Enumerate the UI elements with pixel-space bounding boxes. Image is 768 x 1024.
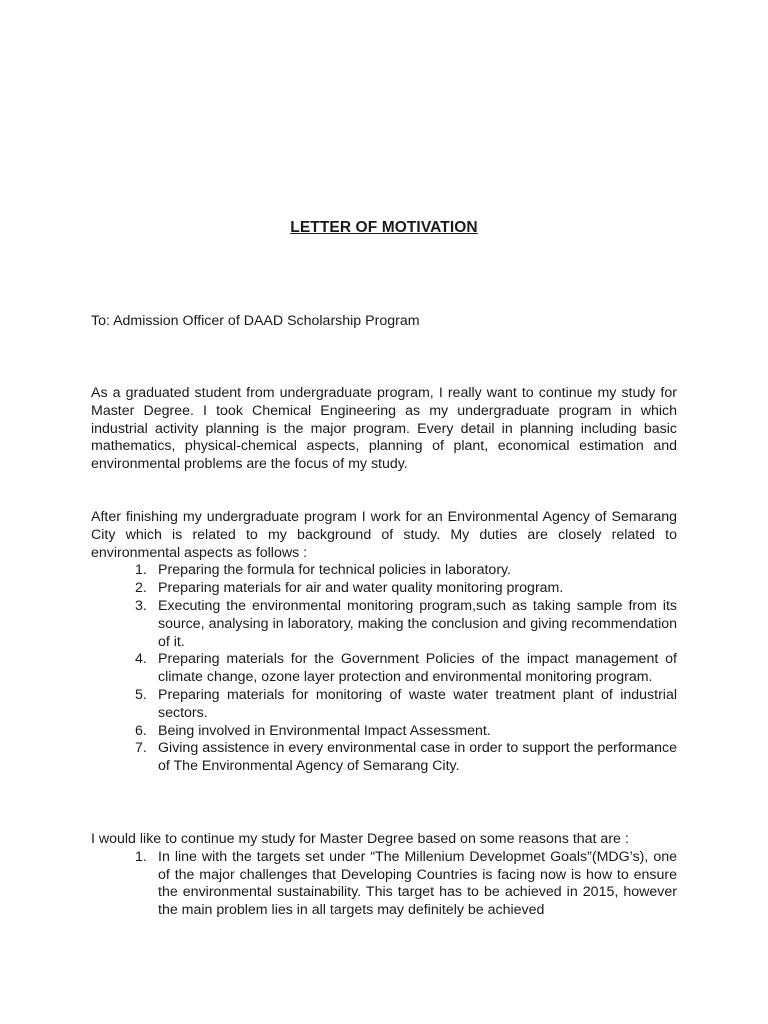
list-item-number: 3.	[135, 597, 147, 614]
list-item-number: 4.	[135, 651, 147, 668]
paragraph-work-experience	[91, 509, 677, 776]
list-item	[91, 687, 677, 723]
list-item-text: Preparing the formula for technical policies in laboratory.	[158, 562, 512, 579]
reasons-list	[91, 849, 677, 920]
list-item-text: Preparing materials for monitoring of waste water treatment plant of industrial sectors.	[158, 686, 677, 721]
list-item-text: Giving assistence in every environmental case in order to support the performance of The Environmental Agency of Semarang City.	[158, 740, 677, 775]
list-item	[91, 580, 677, 598]
list-item	[91, 723, 677, 741]
list-item-number: 1.	[135, 562, 147, 579]
list-item	[91, 562, 677, 580]
list-item-number: 5.	[135, 686, 147, 703]
list-item-number: 2.	[135, 580, 147, 597]
list-item-number: 6.	[135, 722, 147, 739]
list-item-text: Preparing materials for the Government Policies of the impact management of climate change, ozone layer protection and environmental monitoring program.	[158, 651, 677, 686]
list-item-number: 7.	[135, 740, 147, 757]
list-item-text: Being involved in Environmental Impact Assessment.	[158, 722, 491, 739]
list-item	[91, 849, 677, 920]
reasons-intro: I would like to continue my study for Master Degree based on some reasons that are :	[91, 831, 629, 847]
list-item-text: Executing the environmental monitoring program,such as taking sample from its source, analysing in laboratory, making the conclusion and giving recommendation of it.	[158, 597, 677, 650]
salutation-line: To: Admission Officer of DAAD Scholarship Program	[91, 313, 420, 329]
list-item	[91, 598, 677, 651]
list-item-text: In line with the targets set under “The Millenium Developmet Goals”(MDG’s), one of the major challenges that Developing Countries is facing now is how to ensure the environmental sustainability. This target has to be achieved in 2015, however the main problem lies in all targets may definitely be achieved	[158, 848, 677, 919]
list-item	[91, 740, 677, 776]
list-item-text: Preparing materials for air and water quality monitoring program.	[158, 580, 564, 597]
paragraph-background: As a graduated student from undergraduate program, I really want to continue my study for Master Degree. I took Chemical Engineering as my undergraduate program in which industrial activity planning is the major program. Every detail in planning including basic mathematics, physical-chemical aspects, planning of plant, economical estimation and environmental problems are the focus of my study.	[91, 385, 677, 473]
duties-list	[91, 562, 677, 776]
list-item	[91, 651, 677, 687]
list-item-number: 1.	[135, 848, 147, 865]
work-experience-intro: After finishing my undergraduate program I work for an Environmental Agency of Semarang City which is related to my background of study. My duties are closely related to environmental aspects as follows :	[91, 509, 677, 561]
letter-title: LETTER OF MOTIVATION	[290, 219, 478, 236]
paragraph-reasons	[91, 831, 677, 920]
